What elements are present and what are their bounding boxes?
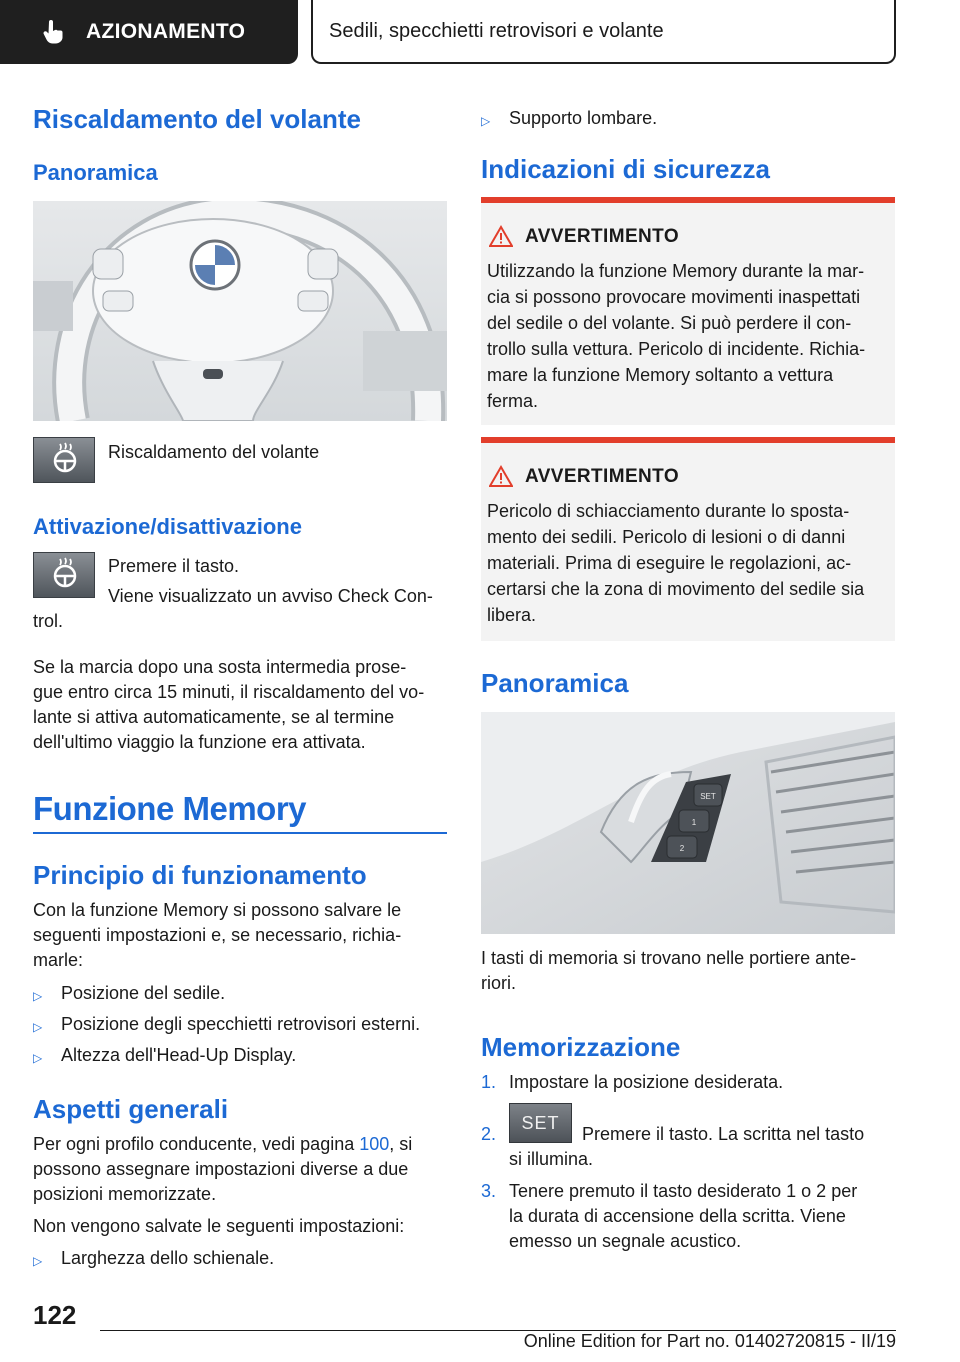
triangle-bullet-icon: ▷: [481, 114, 491, 128]
auto-activation-line-4: dell'ultimo viaggio la funzione era attivata.: [33, 732, 366, 752]
set-button-icon: SET: [509, 1103, 572, 1143]
triangle-bullet-icon: ▷: [33, 1020, 43, 1034]
warning-text-line: libera.: [487, 605, 537, 625]
principle-line-2: seguenti impostazioni e, se necessario, richia-: [33, 925, 402, 945]
steering-wheel-illustration: [33, 201, 447, 421]
list-item: ▷ Posizione del sedile.: [33, 981, 225, 1009]
section-title: AZIONAMENTO: [86, 20, 246, 43]
principle-line-3: marle:: [33, 950, 84, 970]
press-button-text: Premere il tasto.: [108, 556, 240, 576]
section-rule: [33, 832, 447, 834]
chapter-tab: [311, 0, 896, 64]
door-caption-2: riori.: [481, 973, 516, 993]
list-item: ▷ Posizione degli specchietti retrovisori esterni.: [33, 1012, 420, 1040]
set-button-label: SET: [700, 792, 716, 801]
warning-triangle-icon: [489, 225, 513, 247]
list-item: ▷ Altezza dell'Head-Up Display.: [33, 1043, 296, 1071]
warning-triangle-icon: [489, 465, 513, 487]
auto-activation-line-2: gue entro circa 15 minuti, il riscaldamento del vo-: [33, 682, 425, 702]
hand-pointer-icon: [40, 19, 66, 45]
warning-box: [481, 437, 895, 641]
general-line-2: possono assegnare impostazioni diverse a due: [33, 1159, 409, 1179]
section-tab: [0, 0, 298, 64]
warning-text-line: ferma.: [487, 391, 539, 411]
step-2-text-a: Premere il tasto. La scritta nel tasto: [582, 1124, 865, 1144]
page-header: [0, 0, 960, 66]
warning-text-line: certarsi che la zona di movimento del sedile sia: [487, 579, 865, 599]
chapter-title: Sedili, specchietti retrovisori e volante: [329, 19, 664, 42]
page-number: 122: [33, 1300, 77, 1330]
triangle-bullet-icon: ▷: [33, 1254, 43, 1268]
heading-general: Aspetti generali: [33, 1094, 229, 1124]
steering-heating-button-icon-2: [33, 552, 95, 598]
warning-text-line: trollo sulla vettura. Pericolo di incidente. Richia-: [487, 339, 866, 359]
memory-button-2-label: 2: [679, 844, 685, 853]
heading-overview-door: Panoramica: [481, 668, 629, 698]
door-caption-1: I tasti di memoria si trovano nelle portiere ante-: [481, 948, 857, 968]
auto-activation-line-3: lante si attiva automaticamente, se al termine: [33, 707, 395, 727]
triangle-bullet-icon: ▷: [33, 989, 43, 1003]
warning-text-line: cia si possono provocare movimenti inaspettati: [487, 287, 861, 307]
auto-activation-line-1: Se la marcia dopo una sosta intermedia prose-: [33, 657, 407, 677]
principle-line-1: Con la funzione Memory si possono salvare le: [33, 900, 402, 920]
footer-edition: Online Edition for Part no. 01402720815 - II/19: [523, 1331, 896, 1351]
warning-text-line: del sedile o del volante. Si può perdere il con-: [487, 313, 852, 333]
icon-caption: Riscaldamento del volante: [108, 442, 320, 462]
heading-overview: Panoramica: [33, 160, 158, 185]
page-reference-link[interactable]: 100: [359, 1134, 390, 1154]
steering-heating-button-icon: [33, 437, 95, 483]
step-2-text-b: si illumina.: [509, 1149, 594, 1169]
heading-steering-heating: Riscaldamento del volante: [33, 104, 361, 134]
heading-memory-function: Funzione Memory: [33, 790, 307, 827]
list-item: ▷ Larghezza dello schienale.: [33, 1246, 274, 1274]
warning-box: [481, 197, 895, 425]
step-3: 3. Tenere premuto il tasto desiderato 1 o 2 per: [481, 1181, 858, 1201]
check-control-text-2: trol.: [33, 611, 64, 631]
general-line-1: Per ogni profilo conducente, vedi pagina 100, si: [33, 1134, 413, 1154]
not-saved-text: Non vengono salvate le seguenti impostazioni:: [33, 1216, 405, 1236]
triangle-bullet-icon: ▷: [33, 1051, 43, 1065]
step-1: 1. Impostare la posizione desiderata.: [481, 1072, 784, 1092]
warning-text-line: mare la funzione Memory soltanto a vettura: [487, 365, 834, 385]
check-control-text-1: Viene visualizzato un avviso Check Con-: [108, 586, 433, 606]
heading-safety: Indicazioni di sicurezza: [481, 154, 770, 184]
warning-text-line: materiali. Prima di eseguire le regolazioni, ac-: [487, 553, 852, 573]
heading-activation: Attivazione/disattivazione: [33, 514, 302, 539]
step-2-number: 2.: [481, 1124, 497, 1144]
warning-text-line: mento dei sedili. Pericolo di lesioni o di danni: [487, 527, 846, 547]
step-3-line-2: la durata di accensione della scritta. Viene: [509, 1206, 846, 1226]
heading-principle: Principio di funzionamento: [33, 860, 367, 890]
step-3-line-3: emesso un segnale acustico.: [509, 1231, 742, 1251]
warning-text-line: Pericolo di schiacciamento durante lo sposta-: [487, 501, 850, 521]
heated-wheel-icon: [34, 553, 96, 599]
door-memory-buttons-illustration: [481, 712, 895, 934]
list-item: ▷ Supporto lombare.: [481, 106, 657, 134]
heated-wheel-icon: [34, 438, 96, 484]
warning-title: AVVERTIMENTO: [525, 226, 679, 247]
warning-text-line: Utilizzando la funzione Memory durante la mar-: [487, 261, 865, 281]
heading-storing: Memorizzazione: [481, 1032, 681, 1062]
memory-button-1-label: 1: [691, 818, 697, 827]
general-line-3: posizioni memorizzate.: [33, 1184, 217, 1204]
warning-title: AVVERTIMENTO: [525, 466, 679, 487]
